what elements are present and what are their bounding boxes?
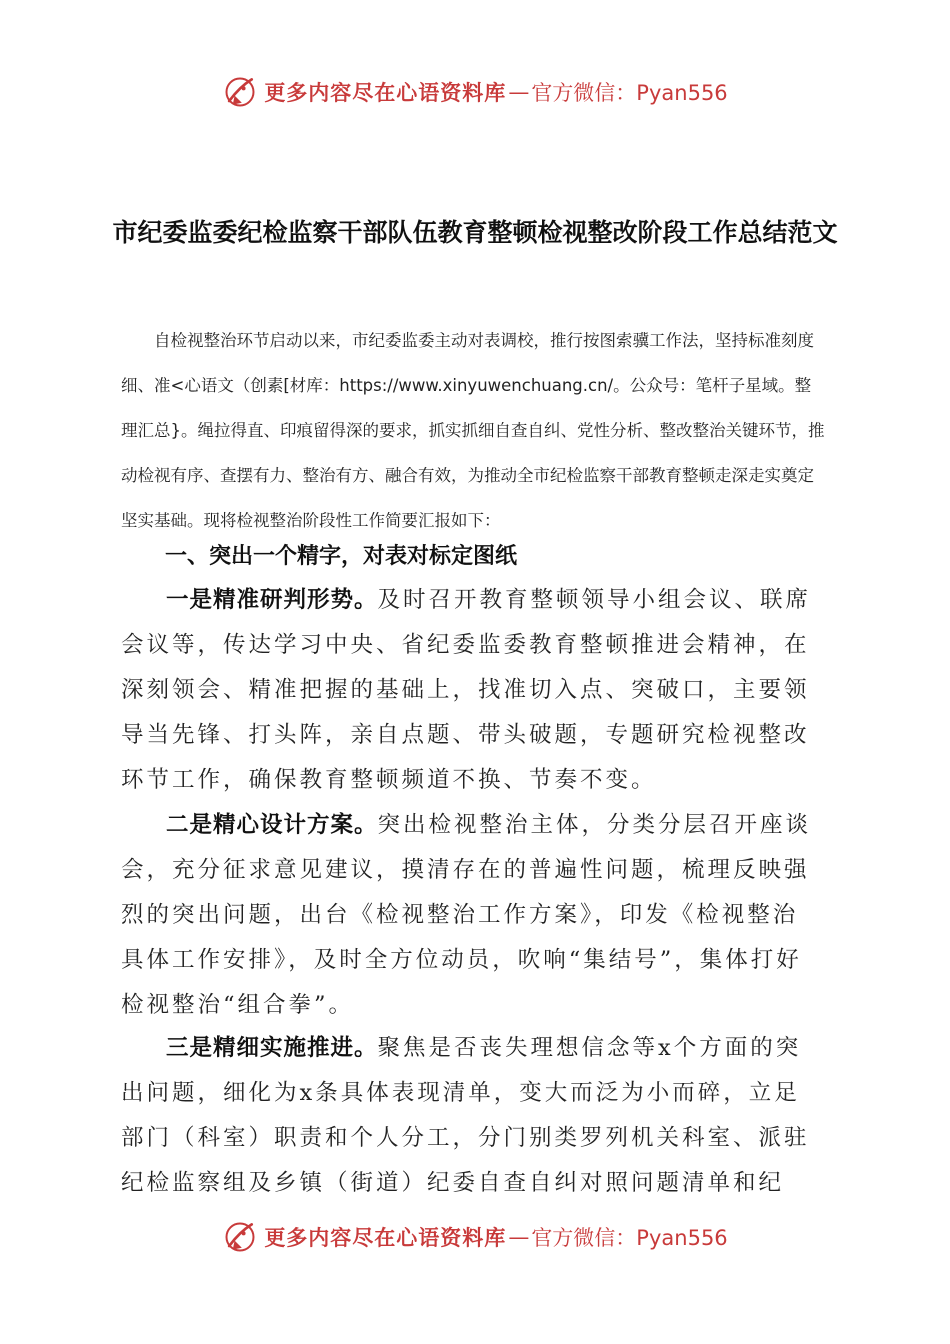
section-heading: 一、突出一个精字，对表对标定图纸 [165, 544, 518, 569]
intro-paragraph: 自检视整治环节启动以来，市纪委监委主动对表调校，推行按图索骥工作法，坚持标准刻度细、准<心语文（创素[材库：https://www.xinyuwenchuang.cn/。公众号：笔杆子星域。整理汇总}。绳拉得直、印痕留得深的要求，抓实抓细自查自纠、党性分析、整改整治关键环节，推动检视有序、查摆有力、整治有方、融合有效，为推动全市纪检监察干部教育整顿走深走实奠定坚实基础。现将检视整治阶段性工作简要汇报如下： [121, 331, 825, 530]
body-paragraph [121, 1026, 814, 1206]
pen-nib-logo-icon [222, 1219, 258, 1255]
banner-contact: 官方微信：Pyan556 [531, 81, 728, 105]
banner-slogan: 更多内容尽在心语资料库 [264, 80, 507, 105]
banner-separator: — [508, 80, 530, 104]
paragraph-lead: 一是精准研判形势。 [166, 587, 378, 613]
pen-nib-logo-icon [222, 74, 258, 110]
banner-slogan: 更多内容尽在心语资料库 [264, 1225, 507, 1250]
paragraph-lead: 三是精细实施推进。 [166, 1035, 378, 1061]
paragraph-text: 突出检视整治主体，分类分层召开座谈会，充分征求意见建议，摸清存在的普遍性问题，梳理反映强烈的突出问题，出台《检视整治工作方案》，印发《检视整治具体工作安排》，及时全方位动员，吹响“集结号”，集体打好检视整治“组合拳”。 [121, 812, 812, 1018]
banner-separator: — [508, 1225, 530, 1249]
document-title: 市纪委监委纪检监察干部队伍教育整顿检视整改阶段工作总结范文 [112, 218, 838, 247]
paragraph-text: 聚焦是否丧失理想信念等x个方面的突出问题，细化为x条具体表现清单，变大而泛为小而碎，立足部门（科室）职责和个人分工，分门别类罗列机关科室、派驻纪检监察组及乡镇（街道）纪委自查自纠对照问题清单和纪 [121, 1035, 810, 1196]
footer-banner [0, 1215, 950, 1259]
body-paragraph [121, 803, 814, 1028]
body-paragraph [121, 578, 814, 803]
paragraph-text: 及时召开教育整顿领导小组会议、联席会议等，传达学习中央、省纪委监委教育整顿推进会精神，在深刻领会、精准把握的基础上，找准切入点、突破口，主要领导当先锋、打头阵，亲自点题、带头破题，专题研究检视整改环节工作，确保教育整顿频道不换、节奏不变。 [121, 587, 812, 793]
header-banner [0, 70, 950, 114]
banner-contact: 官方微信：Pyan556 [531, 1226, 728, 1250]
paragraph-lead: 二是精心设计方案。 [166, 812, 378, 838]
